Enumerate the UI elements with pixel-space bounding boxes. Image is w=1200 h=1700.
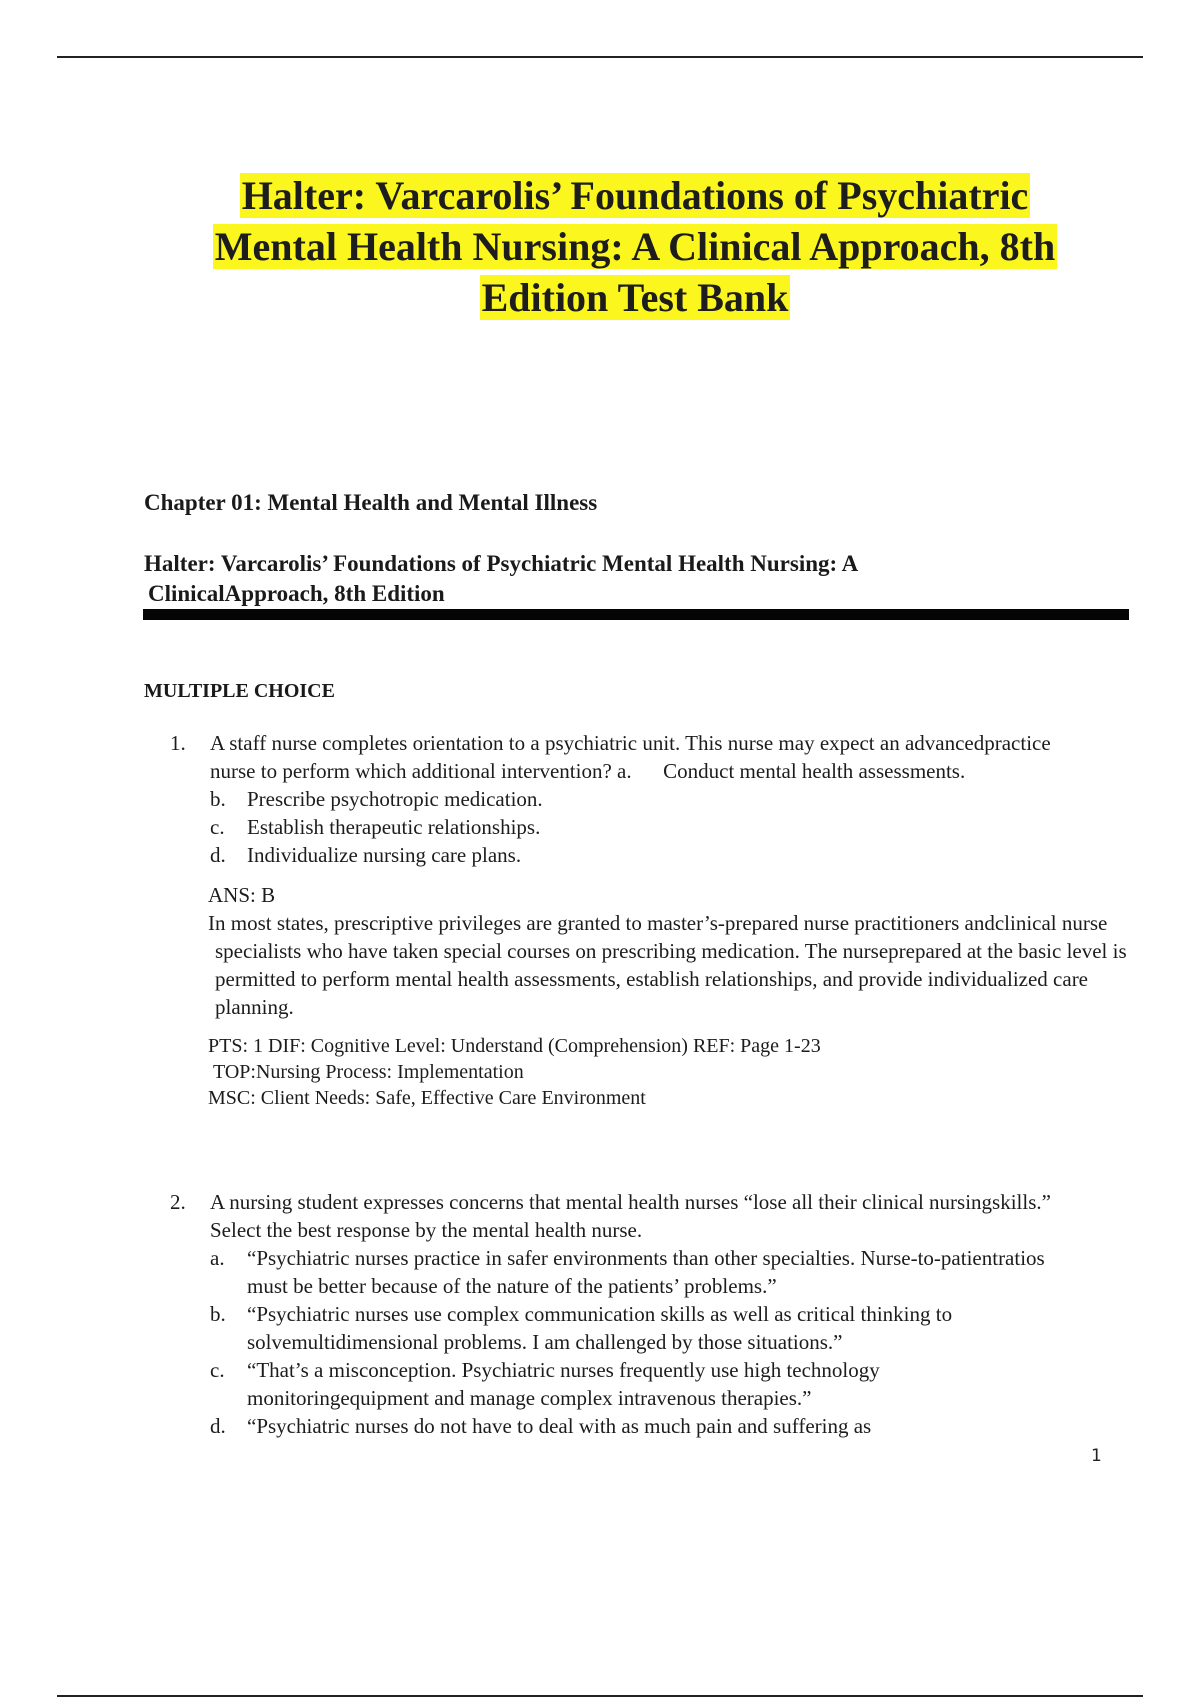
metadata-line-2: TOP:Nursing Process: Implementation — [213, 1061, 524, 1083]
option-text: “That’s a misconception. Psychiatric nurses frequently use high technology monitoringequipment and manage complex intravenous therapies.” — [247, 1358, 880, 1410]
option-text: “Psychiatric nurses practice in safer environments than other specialties. Nurse-to-patientratios must be better because of the nature of the patients’ problems.” — [247, 1246, 1045, 1298]
book-subtitle — [144, 549, 1044, 609]
option-letter: c. — [210, 815, 225, 839]
question-stem: A staff nurse completes orientation to a psychiatric unit. This nurse may expect an advancedpractice nurse to perform which additional intervention? a. Conduct mental health assessments. — [210, 731, 1051, 783]
option-d — [210, 841, 1140, 869]
top-rule — [57, 56, 1143, 58]
section-heading: MULTIPLE CHOICE — [144, 680, 335, 702]
question-2 — [170, 1188, 1140, 1440]
option-text: Prescribe psychotropic medication. — [247, 787, 543, 811]
bottom-rule — [57, 1695, 1143, 1697]
title-line-3: Edition Test Bank — [481, 275, 789, 320]
question-metadata — [208, 1033, 1140, 1111]
question-number: 1. — [170, 731, 186, 755]
subtitle-line-1: Halter: Varcarolis’ Foundations of Psychiatric Mental Health Nursing: A — [144, 551, 859, 576]
option-b — [210, 1300, 1087, 1356]
page-number: 1 — [1091, 1446, 1102, 1466]
option-a — [210, 1244, 1087, 1300]
option-text: “Psychiatric nurses use complex communication skills as well as critical thinking to solvemultidimensional problems. I am challenged by those situations.” — [247, 1302, 953, 1354]
option-letter: c. — [210, 1358, 225, 1382]
option-c — [210, 813, 1140, 841]
option-letter: d. — [210, 843, 226, 867]
section-divider — [143, 609, 1129, 620]
question-stem: A nursing student expresses concerns that mental health nurses “lose all their clinical nursingskills.” Select the best response by the mental health nurse. — [210, 1190, 1051, 1242]
answer-key: ANS: B — [208, 883, 276, 907]
option-letter: d. — [210, 1414, 226, 1438]
option-letter: b. — [210, 787, 226, 811]
metadata-line-3: MSC: Client Needs: Safe, Effective Care Environment — [208, 1087, 646, 1109]
answer-rationale: In most states, prescriptive privileges are granted to master’s-prepared nurse practitioners andclinical nurse specialists who have taken special courses on prescribing medication. The nurseprepared at the basic level is permitted to perform mental health assessments, establish relationships, and provide individualized care planning. — [208, 911, 1127, 1019]
document-title — [100, 170, 1170, 323]
question-1 — [170, 729, 1140, 1111]
title-line-1: Halter: Varcarolis’ Foundations of Psychiatric — [241, 173, 1029, 218]
option-c — [210, 1356, 1047, 1412]
question-number: 2. — [170, 1190, 186, 1214]
option-text: “Psychiatric nurses do not have to deal with as much pain and suffering as — [247, 1414, 872, 1438]
option-b — [210, 785, 1140, 813]
option-letter: a. — [210, 1246, 225, 1270]
metadata-line-1: PTS: 1 DIF: Cognitive Level: Understand (Comprehension) REF: Page 1-23 — [208, 1035, 821, 1057]
option-letter: b. — [210, 1302, 226, 1326]
option-text: Establish therapeutic relationships. — [247, 815, 541, 839]
option-d — [210, 1412, 1087, 1440]
title-line-2: Mental Health Nursing: A Clinical Approach, 8th — [214, 224, 1056, 269]
option-text: Individualize nursing care plans. — [247, 843, 522, 867]
subtitle-line-2: ClinicalApproach, 8th Edition — [148, 581, 445, 606]
chapter-heading: Chapter 01: Mental Health and Mental Illness — [144, 490, 598, 515]
